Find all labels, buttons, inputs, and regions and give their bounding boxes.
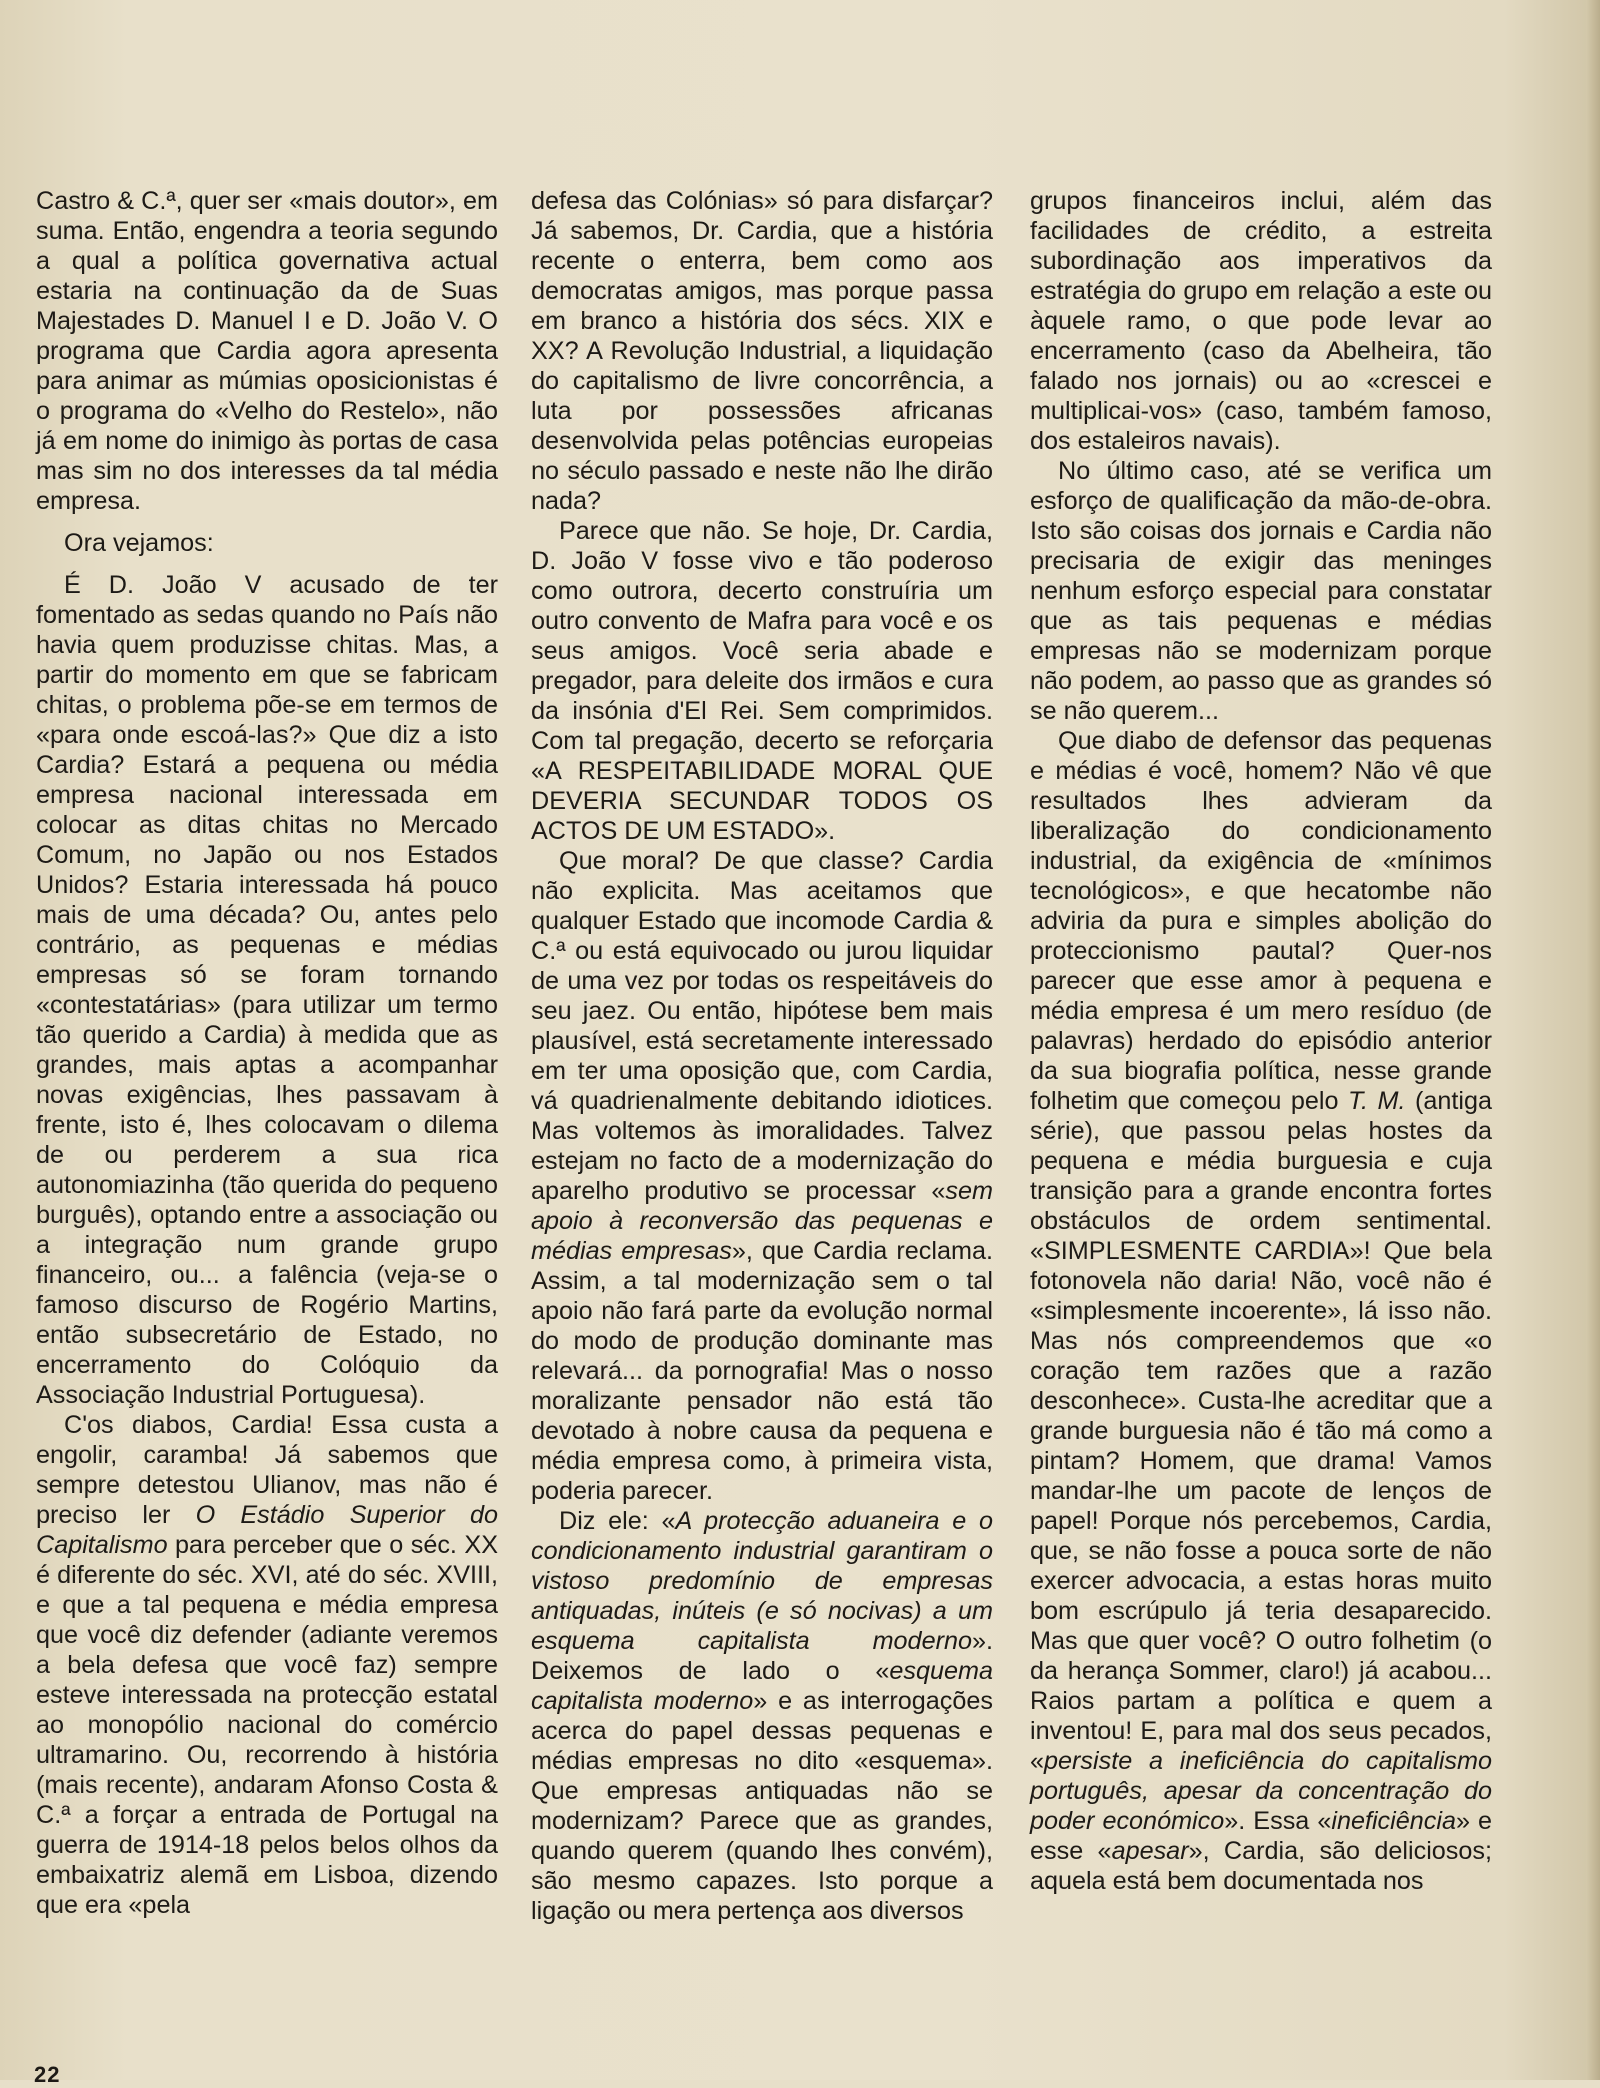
text-column-3 — [1030, 186, 1492, 1896]
text-column-2 — [531, 186, 993, 1926]
paragraph-text: para perceber que o séc. XX é diferente do séc. XVI, até do séc. XVIII, e que a tal pequena e média empresa que você diz defender (adiante veremos a bela defesa que você faz) sempre esteve interessada na protecção estatal ao monopólio nacional do comércio ultramarino. Ou, recorrendo à história (mais recente), andaram Afonso Costa & C.ª a forçar a entrada de Portugal na guerra de 1914-18 pelos belos olhos da embaixatriz alemã em Lisboa, dizendo que era «pela — [36, 1531, 498, 1919]
paragraph-text: É D. João V acusado de ter fomentado as sedas quando no País não havia quem produzisse chitas. Mas, a partir do momento em que se fabricam chitas, o problema põe-se em termos de «para onde escoá-las?» Que diz a isto Cardia? Estará a pequena ou média empresa nacional interessada em colocar as ditas chitas no Mercado Comum, no Japão ou nos Estados Unidos? Estaria interessada há pouco mais de uma década? Ou, antes pelo contrário, as pequenas e médias empresas só se foram tornando «contestatárias» (para utilizar um termo tão querido a Cardia) à medida que as grandes, mais aptas a acompanhar novas exigências, lhes passavam à frente, isto é, lhes colocavam o dilema de ou perderem a sua rica autonomiazinha (tão querida do pequeno burguês), optando entre a associação ou a integração num grande grupo financeiro, ou... a falência (veja-se o famoso discurso de Rogério Martins, então subsecretário de Estado, no encerramento do Colóquio da Associação Industrial Portuguesa). — [36, 571, 498, 1409]
paragraph-text: defesa das Colónias» só para disfarçar? Já sabemos, Dr. Cardia, que a história recente o enterra, bem como aos democratas amigos, mas porque passa em branco a história dos sécs. XIX e XX? A Revolução Industrial, a liquidação do capitalismo de livre concorrência, a luta por possessões africanas desenvolvida pelas potências europeias no século passado e neste não lhe dirão nada? — [531, 187, 993, 515]
paragraph-text: Ora vejamos: — [64, 529, 214, 557]
paragraph-text: Que diabo de defensor das pequenas e médias é você, homem? Não vê que resultados lhes advieram da liberalização do condicionamento industrial, da exigência de «mínimos tecnológicos», e que hecatombe não adviria da pura e simples abolição do proteccionismo pautal? Quer-nos parecer que esse amor à pequena e média empresa é um mero resíduo (de palavras) herdado do episódio anterior da sua biografia política, nesse grande folhetim que começou pelo — [1030, 727, 1492, 1115]
book-title: O Estádio Superior do Capitalismo — [36, 1501, 498, 1559]
paragraph-text: Parece que não. Se hoje, Dr. Cardia, D. João V fosse vivo e tão poderoso como outrora, decerto construíria um outro convento de Mafra para você e os seus amigos. Você seria abade e pregador, para deleite dos irmãos e cura da insónia d'El Rei. Sem comprimidos. Com tal pregação, decerto se reforçaria «A RESPEITABILIDADE MORAL QUE DEVERIA SECUNDAR TODOS OS ACTOS DE UM ESTADO». — [531, 517, 993, 845]
paragraph-text: », que Cardia reclama. Assim, a tal modernização sem o tal apoio não fará parte da evolução normal do modo de produção dominante mas relevará... da pornografia! Mas o nosso moralizante pensador não está tão devotado à nobre causa da pequena e média empresa como, à primeira vista, poderia parecer. — [531, 1237, 993, 1505]
page-edge — [1586, 0, 1600, 2080]
paragraph — [531, 846, 993, 1506]
paragraph-text: Castro & C.ª, quer ser «mais doutor», em suma. Então, engendra a teoria segundo a qual a política governativa actual estaria na continuação da de Suas Majestades D. Manuel I e D. João V. O programa que Cardia agora apresenta para animar as múmias oposicionistas é o programa do «Velho do Restelo», não já em nome do inimigo às portas de casa mas sim no dos interesses da tal média empresa. — [36, 187, 498, 515]
quoted-phrase: sem apoio à reconversão das pequenas e médias empresas — [531, 1177, 993, 1265]
quoted-phrase: A protecção aduaneira e o condicionamento industrial garantiram o vistoso predomínio de empresas antiquadas, inúteis (e só nocivas) a um esquema capitalista moderno — [531, 1507, 993, 1655]
paragraph — [36, 528, 498, 558]
paragraph-text: Que moral? De que classe? Cardia não explicita. Mas aceitamos que qualquer Estado que incomode Cardia & C.ª ou está equivocado ou jurou liquidar de uma vez por todas os respeitáveis do seu jaez. Ou então, hipótese bem mais plausível, está secretamente interessado em ter uma oposição que, com Cardia, vá quadrienalmente debitando idiotices. Mas voltemos às imoralidades. Talvez estejam no facto de a modernização do aparelho produtivo se processar « — [531, 847, 993, 1205]
paragraph — [531, 1506, 993, 1926]
publication-name: T. M. — [1347, 1087, 1406, 1115]
paragraph — [1030, 726, 1492, 1896]
paragraph — [36, 186, 498, 516]
quoted-phrase: apesar — [1111, 1837, 1189, 1865]
paragraph-text: Diz ele: « — [559, 1507, 676, 1535]
paragraph-text: », Cardia, são deliciosos; aquela está bem documentada nos — [1030, 1837, 1493, 1895]
paragraph-text: (antiga série), que passou pelas hostes da pequena e média burguesia e cuja transição para a grande encontra fortes obstáculos de ordem sentimental. «SIMPLESMENTE CARDIA»! Que bela fotonovela não daria! Não, você não é «simplesmente incoerente», lá isso não. Mas nós compreendemos que «o coração tem razões que a razão desconhece». Custa-lhe acreditar que a grande burguesia não é tão má como a pintam? Homem, que drama! Vamos mandar-lhe um pacote de lenços de papel! Porque nós percebemos, Cardia, que, se não fosse a pouca sorte de não exercer advocacia, a estas horas muito bom escrúpulo já teria desaparecido. Mas que quer você? O outro folhetim (o da herança Sommer, claro!) já acabou... Raios partam a política e quem a inventou! E, para mal dos seus pecados, « — [1030, 1087, 1492, 1775]
quoted-phrase: ineficiência — [1331, 1807, 1456, 1835]
paragraph-text: ». Deixemos de lado o « — [531, 1627, 993, 1685]
paragraph — [36, 1410, 498, 1920]
paragraph — [531, 186, 993, 516]
text-column-1 — [36, 186, 498, 1920]
paragraph-text: C'os diabos, Cardia! Essa custa a engolir, caramba! Já sabemos que sempre detestou Ulianov, mas não é preciso ler — [36, 1411, 498, 1529]
paragraph-text: No último caso, até se verifica um esforço de qualificação da mão-de-obra. Isto são coisas dos jornais e Cardia não precisaria de exigir das meninges nenhum esforço especial para constatar que as tais pequenas e médias empresas não se modernizam porque não podem, ao passo que as grandes só se não querem... — [1030, 457, 1492, 725]
paragraph — [531, 516, 993, 846]
paragraph-text: grupos financeiros inclui, além das facilidades de crédito, a estreita subordinação aos imperativos da estratégia do grupo em relação a este ou àquele ramo, o que pode levar ao encerramento (caso da Abelheira, tão falado nos jornais) ou ao «crescei e multiplicai-vos» (caso, também famoso, dos estaleiros navais). — [1030, 187, 1492, 455]
paragraph-text: » e esse « — [1030, 1807, 1492, 1865]
quoted-phrase: persiste a ineficiência do capitalismo português, apesar da concentração do poder económico — [1030, 1747, 1492, 1835]
quoted-phrase: esquema capitalista moderno — [531, 1657, 993, 1715]
paragraph — [1030, 186, 1492, 456]
paragraph-text: » e as interrogações acerca do papel dessas pequenas e médias empresas no dito «esquema». Que empresas antiquadas não se modernizam? Parece que as grandes, quando querem (quando lhes convém), são mesmo capazes. Isto porque a ligação ou mera pertença aos diversos — [531, 1687, 993, 1925]
page-number: 22 — [34, 2062, 61, 2087]
paragraph — [1030, 456, 1492, 726]
paragraph-text: ». Essa « — [1224, 1807, 1332, 1835]
paragraph — [36, 570, 498, 1410]
